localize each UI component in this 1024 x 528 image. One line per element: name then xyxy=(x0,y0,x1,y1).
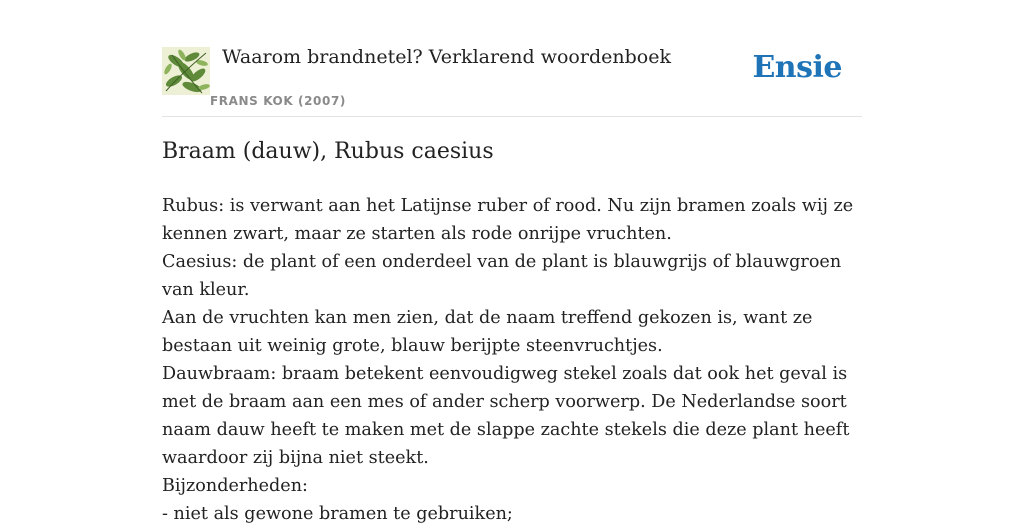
entry-paragraph: Dauwbraam: braam betekent eenvoudigweg stekel zoals dat ook het geval is met de braam aan een mes of ander scherp voorwerp. De Nederlandse soort naam dauw heeft te maken met de slappe zachte stekels die deze plant heeft waardoor zij bijna niet steekt. xyxy=(162,364,850,468)
page-header xyxy=(162,44,862,117)
book-author: FRANS KOK (2007) xyxy=(210,94,346,108)
leaf-illustration-icon xyxy=(162,47,210,95)
entry-paragraph: Aan de vruchten kan men zien, dat de naam treffend gekozen is, want ze bestaan uit weinig grote, blauw berijpte steenvruchtjes. xyxy=(162,308,813,356)
entry-paragraph: Caesius: de plant of een onderdeel van de plant is blauwgrijs of blauwgroen van kleur. xyxy=(162,252,842,300)
entry-paragraph: Bijzonderheden: xyxy=(162,476,308,496)
entry-paragraph: - niet als gewone bramen te gebruiken; xyxy=(162,504,513,524)
entry-title: Braam (dauw), Rubus caesius xyxy=(162,139,494,164)
entry-body xyxy=(162,192,862,528)
brand-logo[interactable]: Ensie xyxy=(752,50,842,85)
book-cover-image[interactable] xyxy=(162,47,210,95)
book-title[interactable]: Waarom brandnetel? Verklarend woordenboek xyxy=(222,46,671,68)
entry-paragraph: Rubus: is verwant aan het Latijnse ruber of rood. Nu zijn bramen zoals wij ze kennen zwart, maar ze starten als rode onrijpe vruchten. xyxy=(162,196,854,244)
